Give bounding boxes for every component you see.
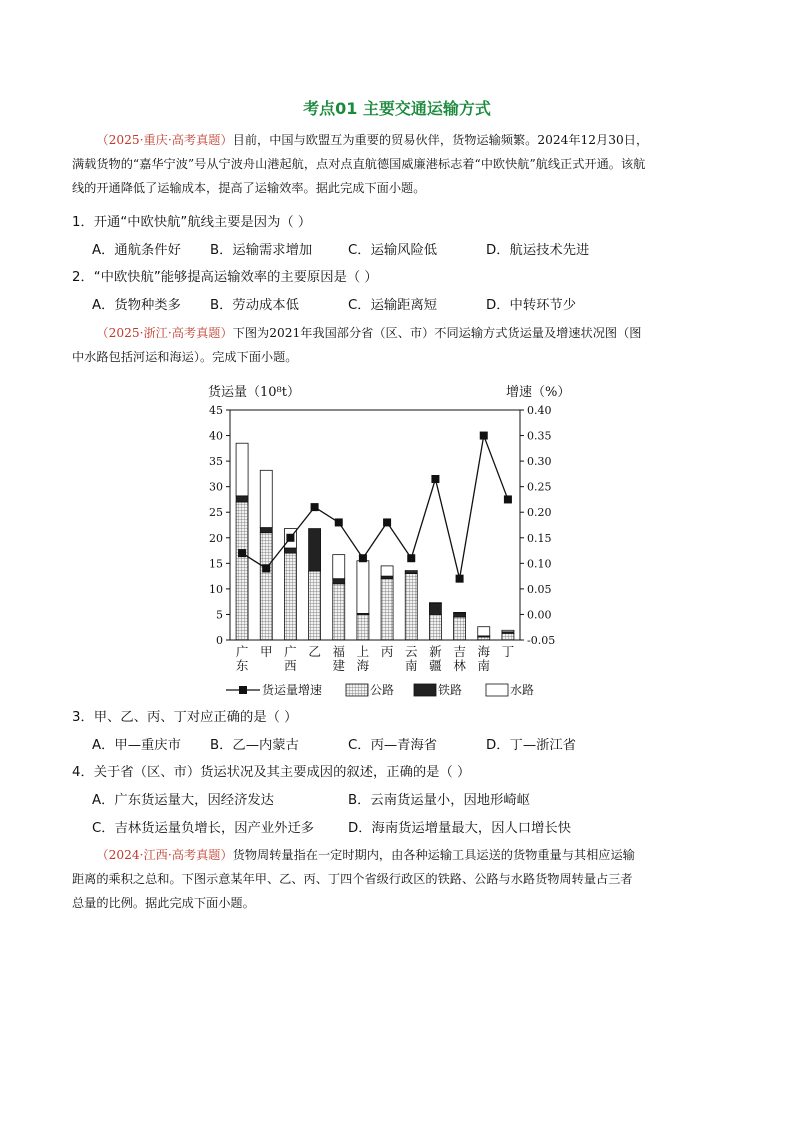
x-tick-label: 福 xyxy=(332,644,346,659)
road-bar xyxy=(405,574,417,640)
x-tick-label: 丁 xyxy=(501,644,515,659)
legend-label: 公路 xyxy=(370,683,395,697)
legend-line-marker xyxy=(239,686,247,694)
rail-bar xyxy=(333,579,345,584)
road-bar xyxy=(236,502,248,640)
option-b[interactable]: B．运输需求增加 xyxy=(210,243,313,258)
option-c[interactable]: C．运输风险低 xyxy=(348,243,438,258)
road-bar xyxy=(309,571,321,640)
option-d[interactable]: D．中转环节少 xyxy=(486,298,577,313)
left-axis-title: 货运量（10⁸t） xyxy=(208,385,300,400)
rail-bar xyxy=(454,613,466,617)
road-bar xyxy=(333,584,345,640)
left-tick-label: 30 xyxy=(209,480,223,494)
x-tick-label: 广 xyxy=(235,644,249,659)
intro-paragraph-3 xyxy=(72,843,724,915)
left-tick-label: 5 xyxy=(216,608,223,622)
x-tick-label: 南 xyxy=(404,658,418,673)
rail-bar xyxy=(309,529,321,571)
x-tick-label: 东 xyxy=(235,658,249,673)
x-tick-label: 吉 xyxy=(453,644,466,659)
growth-polyline xyxy=(242,436,508,579)
legend-label: 货运量增速 xyxy=(262,683,323,697)
water-bar xyxy=(357,561,369,614)
intro-line: 线的开通降低了运输成本，提高了运输效率。据此完成下面小题。 xyxy=(72,181,426,195)
x-tick-label: 丙 xyxy=(380,644,394,659)
growth-marker xyxy=(335,518,343,526)
option-b[interactable]: B．乙—内蒙古 xyxy=(210,738,299,753)
option-a[interactable]: A．广东货运量大，因经济发达 xyxy=(92,793,274,808)
chart-legend xyxy=(226,682,534,697)
x-tick-label: 上 xyxy=(356,644,370,659)
question-2-stem: 2．“中欧快航”能够提高运输效率的主要原因是（ ） xyxy=(72,270,378,285)
growth-marker xyxy=(480,432,488,440)
x-tick-label: 疆 xyxy=(429,658,442,673)
growth-marker xyxy=(311,503,319,511)
water-bar xyxy=(405,570,417,571)
right-tick-label: 0.30 xyxy=(527,455,552,469)
option-b[interactable]: B．云南货运量小，因地形崎岖 xyxy=(348,793,530,808)
growth-marker xyxy=(504,495,512,503)
water-bar xyxy=(333,555,345,579)
legend-label: 水路 xyxy=(510,683,535,697)
intro-paragraph-1 xyxy=(72,128,724,200)
source-label: （2025·重庆·高考真题） xyxy=(96,133,233,147)
rail-bar xyxy=(429,603,441,614)
option-a[interactable]: A．甲—重庆市 xyxy=(92,738,181,753)
option-a[interactable]: A．通航条件好 xyxy=(92,243,181,258)
left-tick-label: 25 xyxy=(209,506,223,520)
intro-line xyxy=(72,321,724,345)
water-bar xyxy=(236,443,248,496)
left-tick-label: 15 xyxy=(209,557,223,571)
water-bar xyxy=(260,470,272,527)
intro-line xyxy=(72,843,724,867)
road-bar xyxy=(454,617,466,640)
growth-line xyxy=(238,432,512,583)
growth-marker xyxy=(456,575,464,583)
option-c[interactable]: C．丙—青海省 xyxy=(348,738,438,753)
right-tick-label: -0.05 xyxy=(527,634,556,647)
source-label: （2024·江西·高考真题） xyxy=(96,848,233,862)
x-axis-labels xyxy=(236,644,514,673)
rail-bar xyxy=(284,548,296,553)
freight-chart xyxy=(196,378,596,708)
x-tick-label: 建 xyxy=(332,658,346,673)
legend-water-swatch xyxy=(486,684,508,696)
road-bar xyxy=(284,553,296,640)
x-tick-label: 甲 xyxy=(259,644,273,659)
intro-text: 货物周转量指在一定时期内，由各种运输工具运送的货物重量与其相应运输 xyxy=(232,848,635,862)
intro-text: 目前，中国与欧盟互为重要的贸易伙伴，货物运输频繁。2024年12月30日， xyxy=(232,133,649,147)
option-c[interactable]: C．吉林货运量负增长，因产业外迁多 xyxy=(92,821,315,836)
left-tick-label: 20 xyxy=(209,531,223,545)
legend-label: 铁路 xyxy=(438,683,463,697)
right-axis-title: 增速（%） xyxy=(506,385,571,400)
right-tick-label: 0.20 xyxy=(527,506,552,520)
left-tick-label: 35 xyxy=(209,455,223,469)
intro-line: 距离的乘积之总和。下图示意某年甲、乙、丙、丁四个省级行政区的铁路、公路与水路货物周转量占三者 xyxy=(72,872,633,886)
rail-bar xyxy=(236,496,248,502)
option-d[interactable]: D．航运技术先进 xyxy=(486,243,590,258)
bar-series xyxy=(236,443,514,640)
option-b[interactable]: B．劳动成本低 xyxy=(210,298,299,313)
growth-marker xyxy=(431,475,439,483)
water-bar xyxy=(429,603,441,604)
left-tick-label: 45 xyxy=(209,404,223,417)
question-4-stem: 4．关于省（区、市）货运状况及其主要成因的叙述，正确的是（ ） xyxy=(72,765,471,780)
left-tick-label: 40 xyxy=(209,429,223,443)
left-tick-label: 0 xyxy=(216,634,223,647)
x-tick-label: 海 xyxy=(477,644,491,659)
growth-marker xyxy=(238,549,246,557)
road-bar xyxy=(260,533,272,640)
x-tick-label: 海 xyxy=(356,658,370,673)
water-bar xyxy=(502,630,514,632)
x-tick-label: 南 xyxy=(477,658,491,673)
option-d[interactable]: D．丁—浙江省 xyxy=(486,738,577,753)
growth-marker xyxy=(262,564,270,572)
road-bar xyxy=(429,614,441,640)
option-a[interactable]: A．货物种类多 xyxy=(92,298,181,313)
left-tick-label: 10 xyxy=(209,582,223,596)
water-bar xyxy=(454,612,466,613)
rail-bar xyxy=(260,528,272,533)
x-tick-label: 西 xyxy=(284,658,297,673)
option-d[interactable]: D．海南货运增量最大，因人口增长快 xyxy=(348,821,571,836)
growth-marker xyxy=(383,518,391,526)
right-tick-label: 0.35 xyxy=(527,429,552,443)
plot-frame xyxy=(230,410,520,640)
right-tick-label: 0.40 xyxy=(527,404,552,417)
growth-marker xyxy=(286,534,294,542)
right-tick-label: 0.05 xyxy=(527,582,552,596)
growth-marker xyxy=(407,554,415,562)
x-tick-label: 广 xyxy=(284,644,297,659)
freight-chart-svg xyxy=(196,378,596,708)
x-tick-label: 乙 xyxy=(308,644,321,659)
intro-text: 下图为2021年我国部分省（区、市）不同运输方式货运量及增速状况图（图 xyxy=(232,326,642,340)
road-bar xyxy=(478,637,490,640)
road-bar xyxy=(381,579,393,640)
road-bar xyxy=(502,633,514,640)
intro-line: 满载货物的“嘉华宁波”号从宁波舟山港起航，点对点直航德国威廉港标志着“中欧快航”航线正式开通。该航 xyxy=(72,157,646,171)
option-c[interactable]: C．运输距离短 xyxy=(348,298,438,313)
question-3-stem: 3．甲、乙、丙、丁对应正确的是（ ） xyxy=(72,710,298,725)
intro-line: 总量的比例。据此完成下面小题。 xyxy=(72,896,255,910)
intro-line xyxy=(72,128,724,152)
water-bar xyxy=(478,627,490,636)
x-tick-label: 林 xyxy=(453,658,466,673)
x-tick-label: 新 xyxy=(429,644,442,659)
right-tick-label: 0.25 xyxy=(527,480,552,494)
source-label: （2025·浙江·高考真题） xyxy=(96,326,233,340)
right-tick-label: 0.10 xyxy=(527,557,552,571)
right-tick-label: 0.00 xyxy=(527,608,552,622)
question-1-stem: 1．开通“中欧快航”航线主要是因为（ ） xyxy=(72,215,312,230)
legend-rail-swatch xyxy=(414,684,436,696)
road-bar xyxy=(357,614,369,640)
growth-marker xyxy=(359,554,367,562)
x-tick-label: 云 xyxy=(404,644,418,659)
intro-paragraph-2 xyxy=(72,321,724,369)
legend-road-swatch xyxy=(346,684,368,696)
right-tick-label: 0.15 xyxy=(527,531,552,545)
page-title: 考点01 主要交通运输方式 xyxy=(303,99,491,118)
intro-line: 中水路包括河运和海运）。完成下面小题。 xyxy=(72,350,298,364)
water-bar xyxy=(381,566,393,576)
